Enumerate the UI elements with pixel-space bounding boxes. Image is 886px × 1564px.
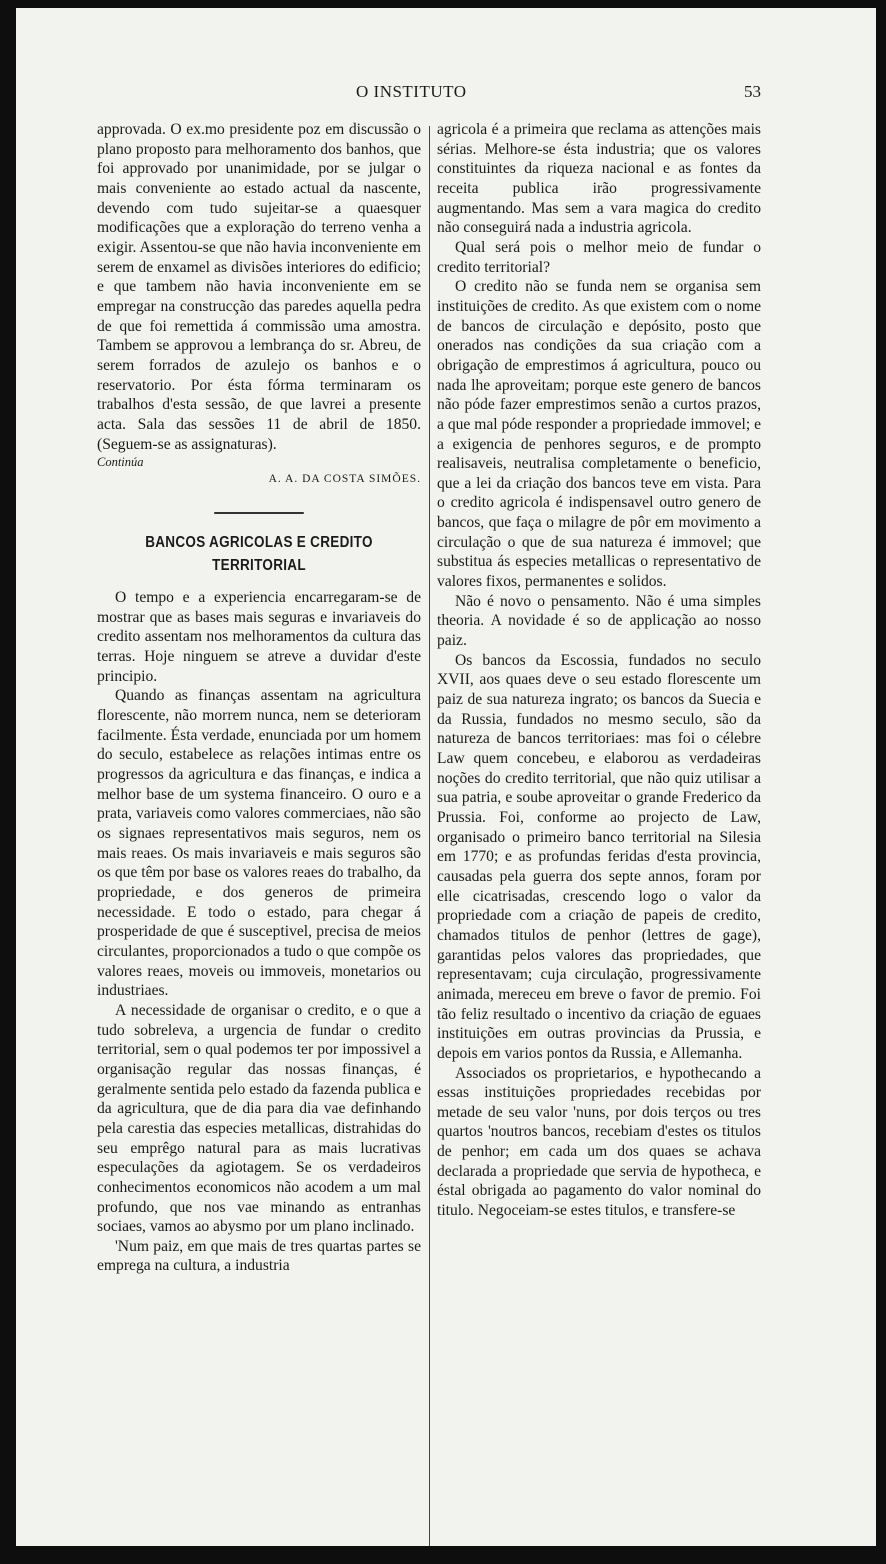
article-paragraph: O credito não se funda nem se organisa sem instituições de credito. As que existem com o nome de bancos de circulação e depósito, posto que onerados nas condições da sua criação com a obrigação de emprestimos á agricultura, pouco ou nada lhe aproveitam; porque este genero de bancos não póde fazer emprestimos senão a curtos prazos, a que mal póde responder a propriedade immovel; e a exigencia de penhores seguros, e de prompto realisaveis, neutralisa completamente o beneficio, que a lei da criação dos bancos teve em vista. Para o credito agricola é indispensavel outro genero de bancos, que faça o milagre de pôr em movimento a circulação o que de sua natureza é immovel; que substitua ás especies metallicas o representativo de valores fixos, permanentes e solidos.	[437, 278, 761, 591]
column-divider	[429, 126, 430, 1546]
continua-note: Continúa	[97, 455, 144, 470]
article-paragraph: O tempo e a experiencia encarregaram-se de mostrar que as bases mais seguras e invariaveis do credito assentam nos melhoramentos da cultura das terras. Hoje ninguem se atreve a duvidar d'este principio.	[97, 589, 421, 685]
section-divider	[214, 512, 304, 514]
minutes-paragraph: approvada. O ex.mo presidente poz em discussão o plano proposto para melhoramento dos banhos, que foi approvado por unanimidade, por se julgar o mais conveniente ao estado actual da nascente, devendo com tudo sujeitar-se a quaesquer modificações que a exploração do terreno venha a exigir. Assentou-se que não havia inconveniente em serem de enxamel as divisões interiores do edificio; e que tambem não havia inconveniente em se empregar na construcção das paredes aquella pedra de que foi remettida á commissão uma amostra. Tambem se approvou a lembrança do sr. Abreu, de serem forrados de azulejo os banhos e o reservatorio. Por ésta fórma terminaram os trabalhos d'esta sessão, de que lavrei a presente acta. Sala das sessões 11 de abril de 1850. (Seguem-se as assignaturas).	[97, 121, 421, 453]
newspaper-page	[16, 8, 876, 1546]
article-paragraph: Quando as finanças assentam na agricultura florescente, não morrem nunca, nem se deterioram facilmente. Ésta verdade, enunciada por um homem do seculo, estabelece as relações intimas entre os progressos da agricultura e das finanças, e indica a melhor base de um systema financeiro. O ouro e a prata, variaveis como valores commerciaes, não são os signaes representativos mais seguros, nem os mais reaes. Os mais invariaveis e mais seguros são os que têm por base os valores reaes do trabalho, da propriedade, e dos generos de primeira necessidade. E todo o estado, para chegar á prosperidade de que é susceptivel, precisa de meios circulantes, proporcionados a tudo o que compõe os valores reaes, moveis ou immoveis, monetarios ou industriaes.	[97, 687, 421, 1000]
journal-title: O INSTITUTO	[356, 82, 467, 101]
article-paragraph: agricola é a primeira que reclama as attenções mais sérias. Melhore-se ésta industria; que os valores constituintes da riqueza nacional e as fontes da receita publica irão progressivamente augmentando. Mas sem a vara magica do credito não conseguirá nada a industria agricola.	[437, 121, 761, 237]
author-signature: A. A. DA COSTA SIMÕES.	[268, 473, 421, 486]
right-column	[437, 120, 761, 1221]
article-paragraph: Qual será pois o melhor meio de fundar o credito territorial?	[437, 238, 761, 276]
section-title: BANCOS AGRICOLAS E CREDITO TERRITORIAL	[145, 533, 373, 574]
page-header	[16, 80, 876, 108]
article-paragraph: Não é novo o pensamento. Não é uma simples theoria. A novidade é so de applicação ao nosso paiz.	[437, 592, 761, 650]
article-paragraph: A necessidade de organisar o credito, e o que a tudo sobreleva, a urgencia de fundar o credito territorial, sem o qual podemos ter por impossivel a organisação regular das nossas finanças, é geralmente sentida pelo estado da fazenda publica e da agricultura, que de dia para dia vae definhando pela carestia das especies metallicas, distrahidas do seu emprêgo natural para as mais lucrativas especulações da agiotagem. Se os verdadeiros conhecimentos economicos não acodem a um mal profundo, que nos vae minando as entranhas sociaes, vamos ao abysmo por um plano inclinado.	[97, 1001, 421, 1236]
left-column	[97, 120, 421, 1276]
article-paragraph: Associados os proprietarios, e hypothecando a essas instituições propriedades recebidas por metade de seu valor 'nuns, por dois terços ou tres quartos 'noutros bancos, recebiam d'estes os titulos de penhor; em cada um dos quaes se achava declarada a propriedade que servia de hypotheca, e éstal obrigada ao pagamento do valor nominal do titulo. Negoceiam-se estes titulos, e transfere-se	[437, 1064, 761, 1220]
article-paragraph: 'Num paiz, em que mais de tres quartas partes se emprega na cultura, a industria	[97, 1237, 421, 1275]
page-number: 53	[744, 82, 761, 101]
article-paragraph: Os bancos da Escossia, fundados no seculo XVII, aos quaes deve o seu estado florescente um paiz de sua natureza ingrato; os bancos da Suecia e da Russia, fundados no mesmo seculo, são da natureza de bancos territoriaes: mas foi o célebre Law quem concebeu, e elaborou as verdadeiras noções do credito territorial, que não quiz utilisar a sua patria, e soube aproveitar o grande Frederico da Prussia. Foi, conforme ao projecto de Law, organisado o primeiro banco territorial na Silesia em 1770; e as profundas feridas d'esta provincia, causadas pela guerra dos septe annos, foram por elle cicatrisadas, crescendo logo o valor da propriedade com a criação de papeis de credito, chamados titulos de penhor (lettres de gage), garantidas pelos valores das propriedades, que representavam; cuja circulação, progressivamente animada, mereceu em breve o favor de premio. Foi tão feliz resultado o incentivo da criação de eguaes instituições em outras provincias da Prussia, e depois em varios pontos da Russia, e Allemanha.	[437, 651, 761, 1062]
